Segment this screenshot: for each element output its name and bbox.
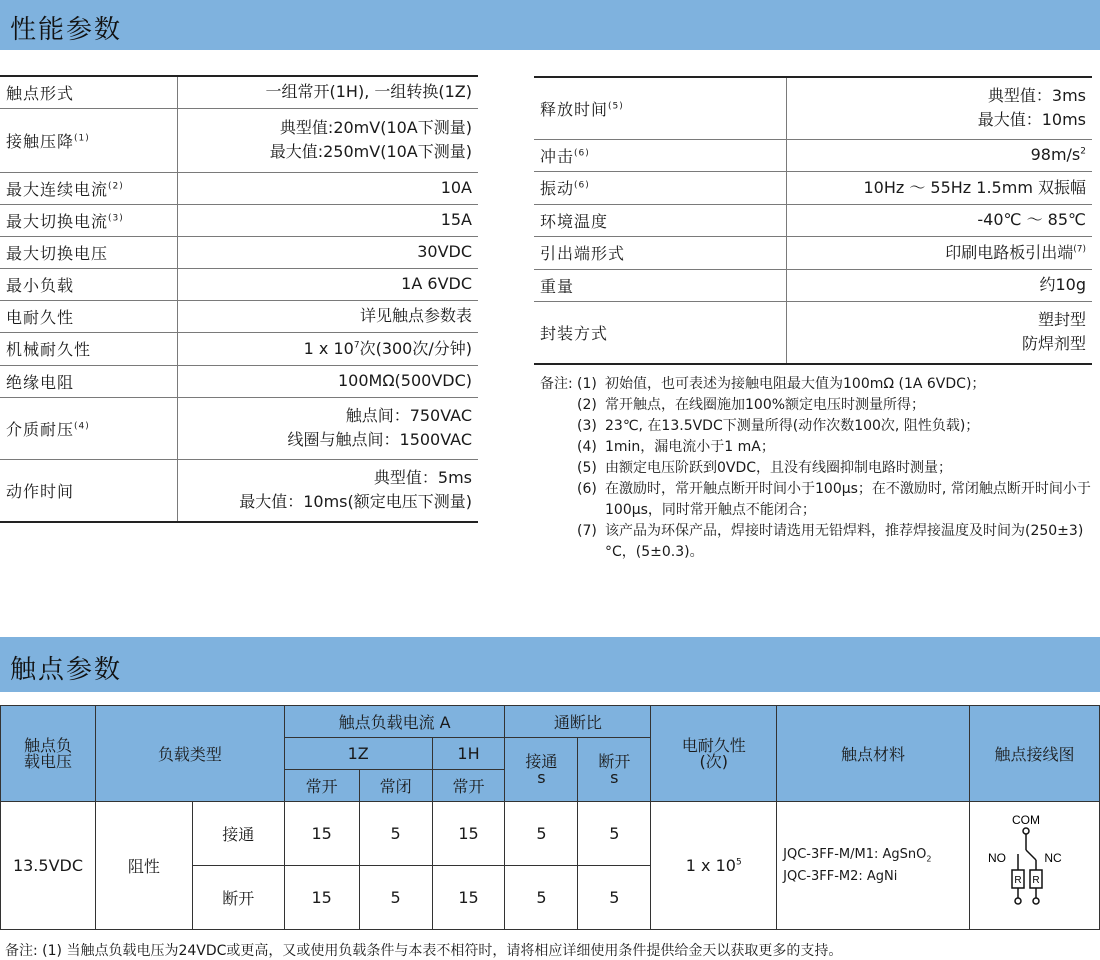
header-load-type: 负载类型: [95, 706, 284, 802]
spec-value: 印刷电路板引出端$^{(7)}$: [787, 236, 1093, 269]
note-item: (5) 由额定电压阶跃到0VDC，且没有线圈抑制电路时测量；: [577, 460, 953, 476]
note-label: 备注:: [540, 376, 573, 392]
contact-banner: [0, 637, 1100, 692]
cell-value: 15: [432, 802, 505, 866]
header-1z-no: 常开: [284, 770, 359, 802]
spec-value: 30VDC: [178, 236, 479, 268]
note-item: (7) 该产品为环保产品，焊接时请选用无铅焊料，推荐焊接温度及时间为(250±3)°C，(5±0.3)。: [577, 523, 1084, 560]
spec-value: 典型值:20mV(10A下测量) 最大值:250mV(10A下测量): [178, 108, 479, 172]
note-item: (4) 1min，漏电流小于1 mA；: [577, 439, 775, 455]
spec-key: 动作时间: [0, 459, 178, 522]
spec-key: 释放时间$^{(5)}$: [534, 77, 787, 139]
spec-key: 冲击$^{(6)}$: [534, 139, 787, 171]
spec-value: 塑封型 防焊剂型: [787, 301, 1093, 364]
spec-row: [534, 204, 1092, 236]
spec-row: [0, 204, 478, 236]
spec-row: [0, 268, 478, 300]
note-item: (2) 常开触点，在线圈施加100%额定电压时测量所得；: [577, 397, 926, 413]
switch-blade: [1026, 850, 1036, 860]
cell-load: 阻性: [95, 802, 192, 930]
performance-notes: [540, 374, 1100, 563]
cell-value: 15: [284, 866, 359, 930]
spec-row: [534, 171, 1092, 204]
spec-value: 典型值：3ms 最大值：10ms: [787, 77, 1093, 139]
spec-key: 最大切换电压: [0, 236, 178, 268]
cell-value: 15: [432, 866, 505, 930]
spec-row: [0, 108, 478, 172]
spec-row: [0, 459, 478, 522]
cell-value: 5: [578, 802, 651, 866]
com-terminal: [1023, 828, 1029, 834]
spec-key: 触点形式: [0, 76, 178, 108]
cell-value: 5: [578, 866, 651, 930]
spec-value: 详见触点参数表: [178, 300, 479, 332]
spec-value: 100MΩ(500VDC): [178, 365, 479, 397]
cell-value: 5: [359, 866, 432, 930]
performance-table-left: [0, 75, 478, 523]
spec-row: [0, 236, 478, 268]
header-off: 断开 s: [578, 738, 651, 802]
header-wiring: 触点接线图: [969, 706, 1099, 802]
header-endurance: 电耐久性 (次): [651, 706, 777, 802]
spec-key: 最小负载: [0, 268, 178, 300]
no-label: NO: [988, 850, 1007, 865]
spec-value: 1A 6VDC: [178, 268, 479, 300]
table-header-row: [1, 706, 1100, 738]
cell-wiring-diagram: [969, 802, 1099, 930]
spec-key: 最大切换电流$^{(3)}$: [0, 204, 178, 236]
spec-row: [534, 139, 1092, 171]
nc-resistor-label: R: [1032, 874, 1041, 886]
header-onoff-ratio: 通断比: [505, 706, 651, 738]
spec-key: 环境温度: [534, 204, 787, 236]
cell-mode: 断开: [192, 866, 284, 930]
spec-key: 绝缘电阻: [0, 365, 178, 397]
spec-value: 触点间：750VAC 线圈与触点间：1500VAC: [178, 397, 479, 459]
cell-value: 5: [505, 802, 578, 866]
spec-row: [0, 365, 478, 397]
no-terminal: [1015, 898, 1021, 904]
note-item: (6) 在激励时，常开触点断开时间小于100μs；在不激励时, 常闭触点断开时间小于100μs，同时常开触点不能闭合；: [577, 481, 1091, 518]
contact-title: 触点参数: [10, 655, 123, 685]
spec-value: 约10g: [787, 269, 1093, 301]
wiring-diagram: [974, 808, 1094, 920]
spec-key: 引出端形式: [534, 236, 787, 269]
spec-key: 电耐久性: [0, 300, 178, 332]
spec-row: [0, 172, 478, 204]
spec-key: 机械耐久性: [0, 332, 178, 365]
performance-banner: [0, 0, 1100, 50]
cell-value: 15: [284, 802, 359, 866]
header-material: 触点材料: [777, 706, 970, 802]
nc-label: NC: [1044, 850, 1063, 865]
contact-footnote: 备注: (1) 当触点负载电压为24VDC或更高，又或使用负载条件与本表不相符时，请将相应详细使用条件提供给金天以获取更多的支持。: [5, 943, 843, 959]
com-label: COM: [1012, 812, 1041, 827]
spec-value: 典型值：5ms 最大值：10ms(额定电压下测量): [178, 459, 479, 522]
performance-title: 性能参数: [10, 15, 123, 45]
spec-value: -40℃ ～ 85℃: [787, 204, 1093, 236]
spec-row: [0, 300, 478, 332]
header-1z-nc: 常闭: [359, 770, 432, 802]
spec-row: [0, 332, 478, 365]
performance-table-right: [534, 76, 1092, 365]
spec-row: [534, 77, 1092, 139]
note-item: 备注: (1) 初始值，也可表述为接触电阻最大值为100mΩ (1A 6VDC)；: [540, 374, 1100, 395]
table-row: [1, 802, 1100, 866]
spec-row: [0, 76, 478, 108]
spec-value: 15A: [178, 204, 479, 236]
spec-key: 接触压降$^{(1)}$: [0, 108, 178, 172]
header-1h-no: 常开: [432, 770, 505, 802]
header-current: 触点负载电流 A: [284, 706, 505, 738]
cell-value: 5: [359, 802, 432, 866]
header-on: 接通 s: [505, 738, 578, 802]
spec-key: 重量: [534, 269, 787, 301]
spec-value: 10A: [178, 172, 479, 204]
cell-material: JQC-3FF-M/M1: AgSnO$_2$ JQC-3FF-M2: AgNi: [777, 802, 970, 930]
spec-key: 最大连续电流$^{(2)}$: [0, 172, 178, 204]
header-1z: 1Z: [284, 738, 432, 770]
spec-row: [0, 397, 478, 459]
header-voltage: 触点负 载电压: [1, 706, 96, 802]
spec-row: [534, 269, 1092, 301]
nc-terminal: [1033, 898, 1039, 904]
spec-key: 介质耐压$^{(4)}$: [0, 397, 178, 459]
spec-key: 振动$^{(6)}$: [534, 171, 787, 204]
cell-mode: 接通: [192, 802, 284, 866]
header-1h: 1H: [432, 738, 505, 770]
cell-voltage: 13.5VDC: [1, 802, 96, 930]
spec-row: [534, 301, 1092, 364]
cell-endurance: 1 x $10^5$: [651, 802, 777, 930]
spec-value: 10Hz ～ 55Hz 1.5mm 双振幅: [787, 171, 1093, 204]
cell-value: 5: [505, 866, 578, 930]
spec-value: 1 x $10^7$次(300次/分钟): [178, 332, 479, 365]
spec-value: 一组常开(1H), 一组转换(1Z): [178, 76, 479, 108]
spec-key: 封装方式: [534, 301, 787, 364]
spec-value: $98m/s^2$: [787, 139, 1093, 171]
contact-parameters-table: [0, 705, 1100, 930]
no-resistor-label: R: [1014, 874, 1023, 886]
spec-row: [534, 236, 1092, 269]
note-item: (3) 23℃, 在13.5VDC下测量所得(动作次数100次, 阻性负载)；: [577, 418, 980, 434]
